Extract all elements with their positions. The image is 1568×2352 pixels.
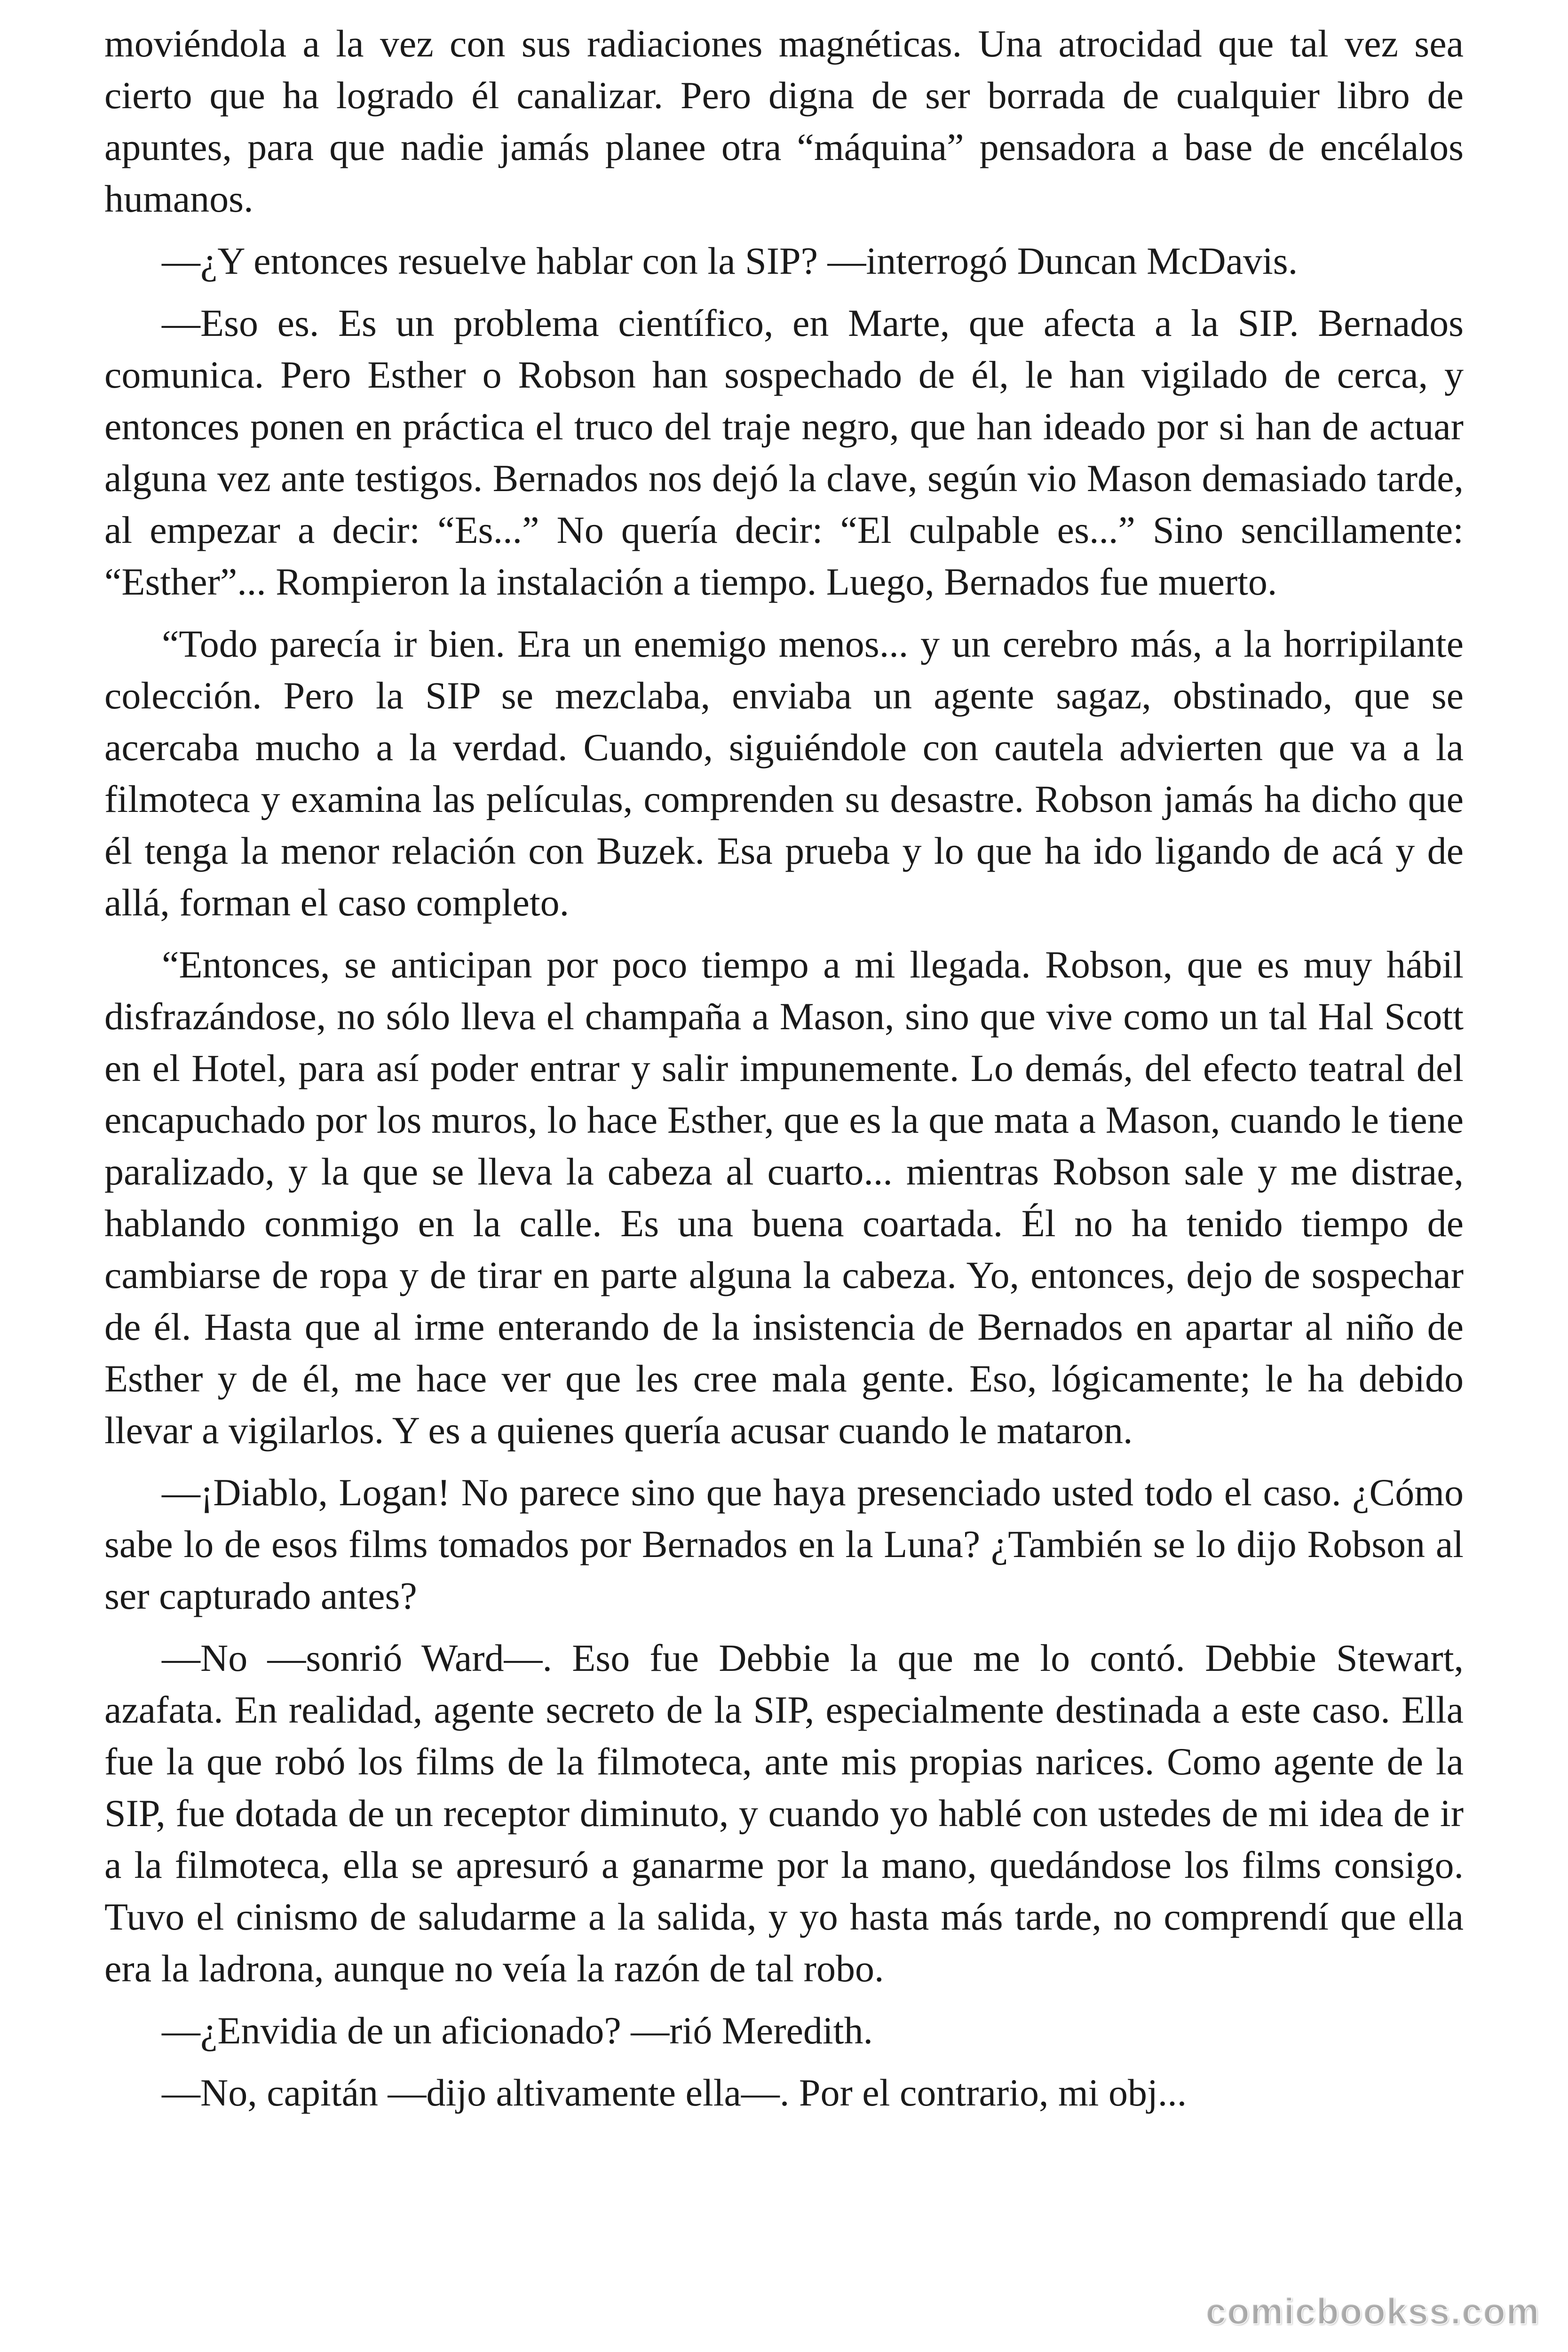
- paragraph-7: —No —sonrió Ward—. Eso fue Debbie la que me lo contó. Debbie Stewart, azafata. En realidad, agente secreto de la SIP, especialmente destinada a este caso. Ella fue la que robó los films de la filmoteca, ante mis propias narices. Como agente de la SIP, fue dotada de un receptor diminuto, y cuando yo hablé con ustedes de mi idea de ir a la filmoteca, ella se apresuró a ganarme por la mano, quedándose los films consigo. Tuvo el cinismo de saludarme a la salida, y yo hasta más tarde, no comprendí que ella era la ladrona, aunque no veía la razón de tal robo.: [104, 1637, 1464, 1990]
- paragraph-4: “Todo parecía ir bien. Era un enemigo menos... y un cerebro más, a la horripilante colección. Pero la SIP se mezclaba, enviaba un agente sagaz, obstinado, que se acercaba mucho a la verdad. Cuando, siguiéndole con cautela advierten que va a la filmoteca y examina las películas, comprenden su desastre. Robson jamás ha dicho que él tenga la menor relación con Buzek. Esa prueba y lo que ha ido ligando de acá y de allá, forman el caso completo.: [104, 622, 1464, 924]
- paragraph-6: —¡Diablo, Logan! No parece sino que haya presenciado usted todo el caso. ¿Cómo sabe lo de esos films tomados por Bernados en la Luna? ¿También se lo dijo Robson al ser capturado antes?: [104, 1471, 1464, 1617]
- watermark-text: comicbookss.com: [1205, 2290, 1540, 2332]
- paragraph-8: —¿Envidia de un aficionado? —rió Meredith.: [162, 2009, 873, 2052]
- paragraph-1: moviéndola a la vez con sus radiaciones magnéticas. Una atrocidad que tal vez sea cierto que ha logrado él canalizar. Pero digna de ser borrada de cualquier libro de apuntes, para que nadie jamás planee otra “máquina” pensadora a base de encélalos humanos.: [104, 22, 1464, 220]
- paragraph-3: —Eso es. Es un problema científico, en Marte, que afecta a la SIP. Bernados comunica. Pero Esther o Robson han sospechado de él, le han vigilado de cerca, y entonces ponen en práctica el truco del traje negro, que han ideado por si han de actuar alguna vez ante testigos. Bernados nos dejó la clave, según vio Mason demasiado tarde, al empezar a decir: “Es...” No quería decir: “El culpable es...” Sino sencillamente: “Esther”... Rompieron la instalación a tiempo. Luego, Bernados fue muerto.: [104, 302, 1464, 603]
- body-text: [104, 18, 1464, 2129]
- paragraph-5: “Entonces, se anticipan por poco tiempo a mi llegada. Robson, que es muy hábil disfrazándose, no sólo lleva el champaña a Mason, sino que vive como un tal Hal Scott en el Hotel, para así poder entrar y salir impunemente. Lo demás, del efecto teatral del encapuchado por los muros, lo hace Esther, que es la que mata a Mason, cuando le tiene paralizado, y la que se lleva la cabeza al cuarto... mientras Robson sale y me distrae, hablando conmigo en la calle. Es una buena coartada. Él no ha tenido tiempo de cambiarse de ropa y de tirar en parte alguna la cabeza. Yo, entonces, dejo de sospechar de él. Hasta que al irme enterando de la insistencia de Bernados en apartar al niño de Esther y de él, me hace ver que les cree mala gente. Eso, lógicamente; le ha debido llevar a vigilarlos. Y es a quienes quería acusar cuando le mataron.: [104, 943, 1464, 1452]
- paragraph-9: —No, capitán —dijo altivamente ella—. Por el contrario, mi obj...: [162, 2071, 1187, 2114]
- paragraph-2: —¿Y entonces resuelve hablar con la SIP? —interrogó Duncan McDavis.: [162, 239, 1298, 282]
